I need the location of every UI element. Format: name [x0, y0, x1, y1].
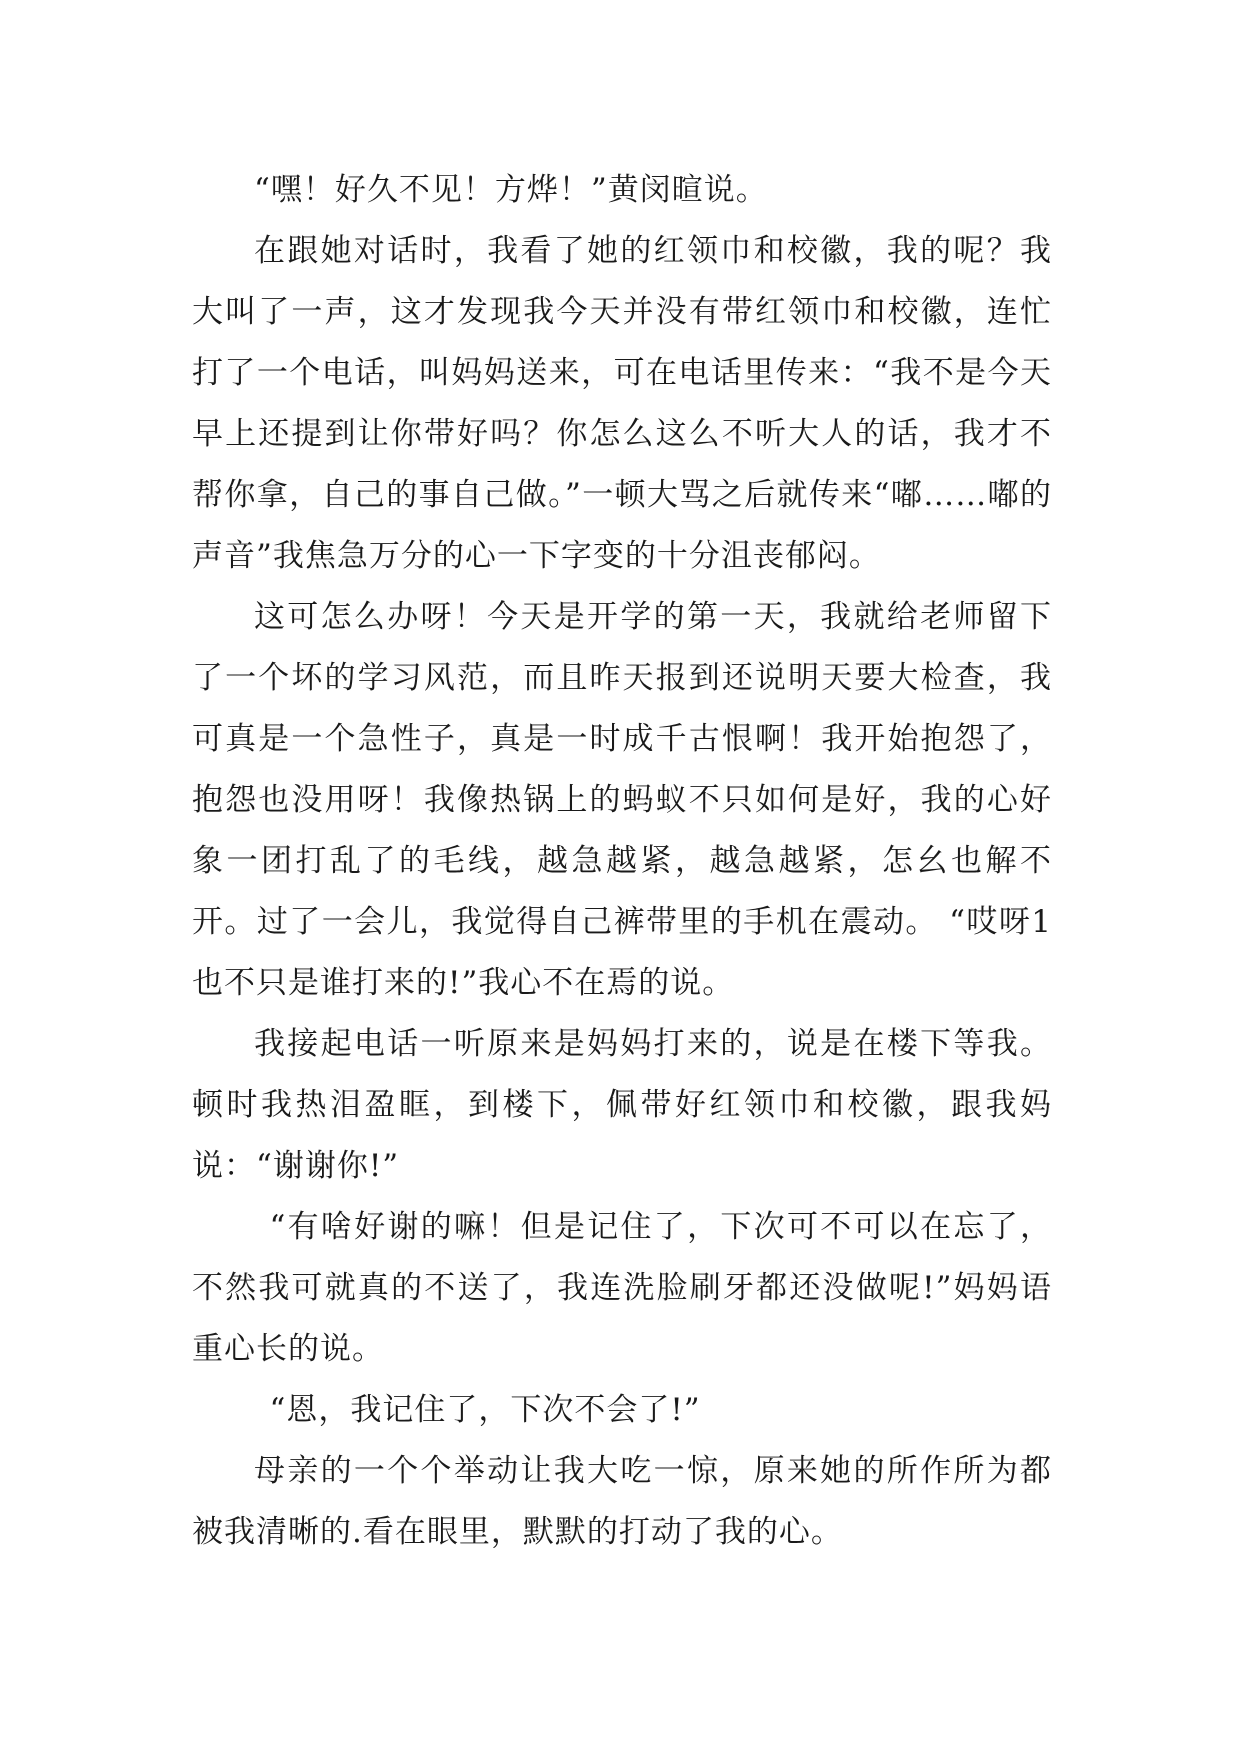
paragraph-mom-reply: “有啥好谢的嘛！但是记住了，下次可不可以在忘了，不然我可就真的不送了，我连洗脸刷牙都还没做呢!”妈妈语重心长的说。: [192, 1209, 1052, 1367]
paragraph-conclusion: 母亲的一个个举动让我大吃一惊，原来她的所作所为都被我清晰的.看在眼里，默默的打动了我的心。: [192, 1453, 1052, 1550]
paragraph-worry: 这可怎么办呀！今天是开学的第一天，我就给老师留下了一个坏的学习风范，而且昨天报到还说明天要大检查，我可真是一个急性子，真是一时成千古恨啊！我开始抱怨了，抱怨也没用呀！我像热锅上的蚂蚁不只如何是好，我的心好象一团打乱了的毛线，越急越紧，越急越紧，怎幺也解不开。过了一会儿，我觉得自己裤带里的手机在震动。 “哎呀1也不只是谁打来的!”我心不在焉的说。: [192, 599, 1052, 1001]
paragraph-phone-call: 在跟她对话时，我看了她的红领巾和校徽，我的呢？我大叫了一声，这才发现我今天并没有带红领巾和校徽，连忙打了一个电话，叫妈妈送来，可在电话里传来：“我不是今天早上还提到让你带好吗？你怎么这么不听大人的话，我才不帮你拿，自己的事自己做。”一顿大骂之后就传来“嘟……嘟的声音”我焦急万分的心一下字变的十分沮丧郁闷。: [192, 233, 1052, 574]
paragraph-promise: “恩，我记住了，下次不会了!”: [269, 1392, 701, 1428]
paragraph-mom-arrives: 我接起电话一听原来是妈妈打来的，说是在楼下等我。顿时我热泪盈眶，到楼下，佩带好红领巾和校徽，跟我妈说：“谢谢你!”: [192, 1026, 1052, 1184]
article-body: [192, 160, 1052, 1563]
paragraph-greeting: “嘿！好久不见！方烨！”黄闵暄说。: [254, 172, 768, 208]
